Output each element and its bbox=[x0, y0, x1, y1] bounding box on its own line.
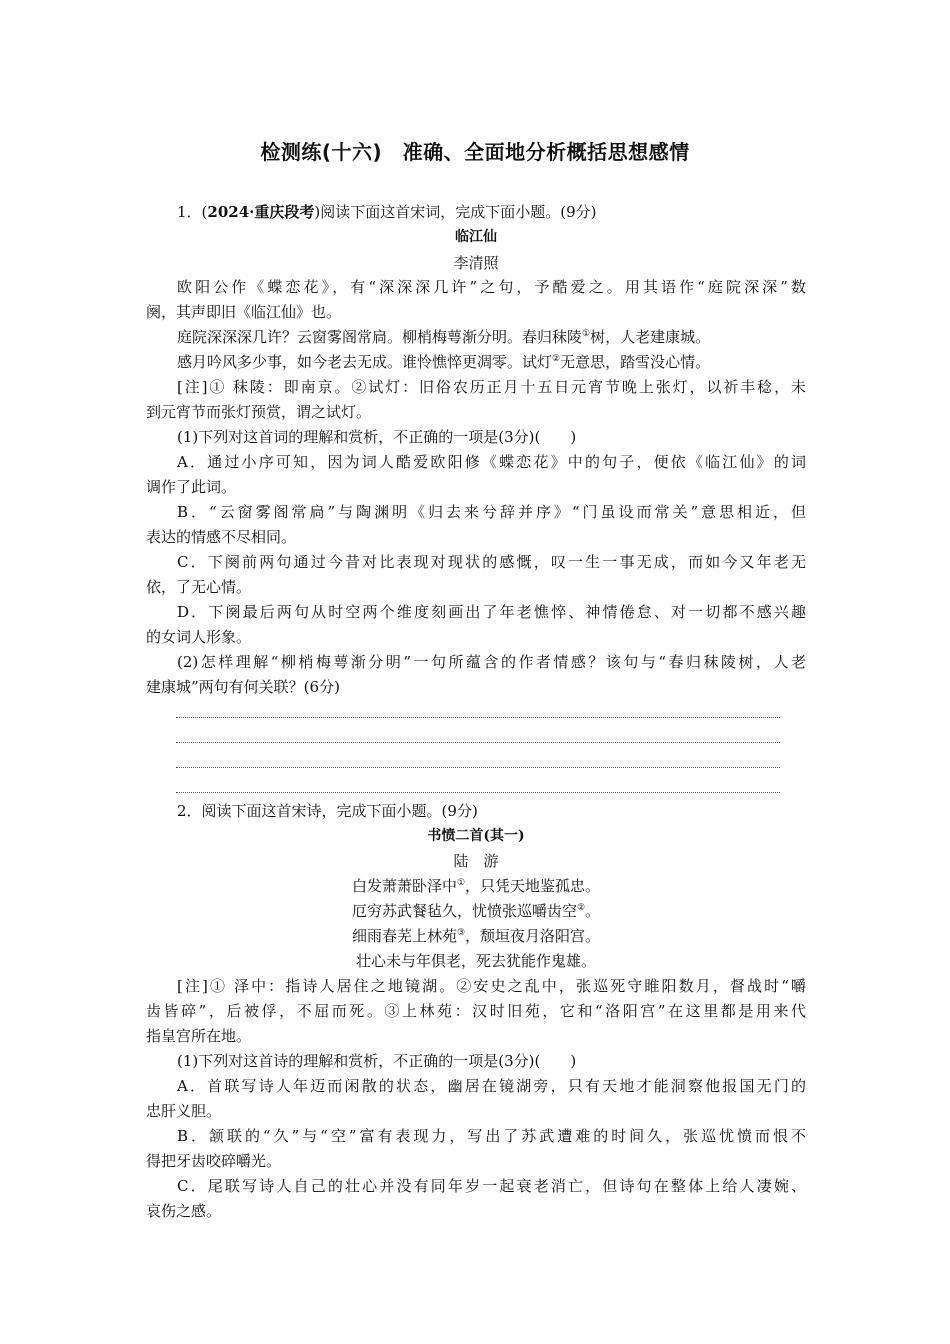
page-title: 检测练(十六) 准确、全面地分析概括思想感情 bbox=[260, 140, 690, 164]
q2-line-2b: 。 bbox=[585, 902, 601, 920]
q1-preface-line2: 阕，其声即旧《临江仙》也。 bbox=[146, 303, 342, 321]
q1-header bbox=[146, 201, 806, 223]
answer-line[interactable] bbox=[176, 767, 780, 768]
q2-line-2a: 厄穷苏武餐毡久，忧愤张巡嚼齿空 bbox=[351, 902, 577, 920]
q1-option-c-line2: 依，了无心情。 bbox=[146, 578, 252, 596]
q2-sub1-stem: (1)下列对这首诗的理解和赏析，不正确的一项是(3分)( ) bbox=[177, 1052, 577, 1070]
q1-verse-2 bbox=[146, 351, 806, 373]
q1-verse-1 bbox=[146, 326, 806, 348]
q1-sub1-stem: (1)下列对这首词的理解和赏析，不正确的一项是(3分)( ) bbox=[177, 428, 577, 446]
footnote-mark: ② bbox=[576, 903, 586, 913]
footnote-mark: ② bbox=[552, 354, 561, 364]
q1-poem-title: 临江仙 bbox=[455, 229, 497, 245]
q2-option-b-line2: 得把牙齿咬碎嚼光。 bbox=[146, 1152, 282, 1170]
q1-option-d-line2: 的女词人形象。 bbox=[146, 628, 252, 646]
answer-line[interactable] bbox=[176, 742, 780, 743]
q2-poem-line-3 bbox=[146, 925, 806, 947]
q1-preface-line1: 欧阳公作《蝶恋花》，有“深深深几许”之句，予酷爱之。用其语作“庭院深深”数 bbox=[177, 278, 806, 296]
q2-poem-line-1 bbox=[146, 875, 806, 897]
answer-line[interactable] bbox=[176, 792, 780, 793]
q1-option-a-line1: A．通过小序可知，因为词人酷爱欧阳修《蝶恋花》中的句子，便依《临江仙》的词 bbox=[177, 453, 806, 471]
q2-header: 2．阅读下面这首宋诗，完成下面小题。(9分) bbox=[177, 802, 478, 820]
q1-header-rest: )阅读下面这首宋词，完成下面小题。(9分) bbox=[314, 203, 597, 221]
footnote-mark: ③ bbox=[456, 928, 466, 938]
q1-verse-1a: 庭院深深深几许？云窗雾阁常扃。柳梢梅萼渐分明。春归秣陵 bbox=[177, 328, 583, 346]
q2-poem-author: 陆 游 bbox=[453, 852, 499, 870]
q2-note-line1: [注]① 泽中：指诗人居住之地镜湖。②安史之乱中，张巡死守睢阳数月，督战时“嚼 bbox=[177, 977, 806, 995]
q2-line-3a: 细雨春芜上林苑 bbox=[351, 927, 457, 945]
q1-verse-2a: 感月吟风多少事，如今老去无成。谁怜憔悴更凋零。试灯 bbox=[177, 353, 553, 371]
q2-option-a-line1: A．首联写诗人年迈而闲散的状态，幽居在镜湖旁，只有天地才能洞察他报国无门的 bbox=[177, 1077, 806, 1095]
q2-line-1b: ，只凭天地鉴孤忠。 bbox=[465, 877, 601, 895]
q2-poem-line-4: 壮心未与年俱老，死去犹能作鬼雄。 bbox=[355, 952, 596, 970]
answer-line[interactable] bbox=[176, 717, 780, 718]
q1-sub2-line2: 建康城”两句有何关联？(6分) bbox=[146, 678, 340, 696]
q2-option-a-line2: 忠肝义胆。 bbox=[146, 1102, 222, 1120]
q2-note-line3: 指皇宫所在地。 bbox=[146, 1027, 252, 1045]
q2-poem-title: 书愤二首(其一) bbox=[427, 828, 525, 844]
footnote-mark: ① bbox=[456, 878, 466, 888]
q1-header-source: 2024·重庆段考 bbox=[207, 203, 315, 221]
q2-line-3b: ，颓垣夜月洛阳宫。 bbox=[465, 927, 601, 945]
q1-poem-author: 李清照 bbox=[453, 254, 499, 272]
q1-option-d-line1: D．下阕最后两句从时空两个维度刻画出了年老憔悴、神情倦怠、对一切都不感兴趣 bbox=[177, 603, 806, 621]
q1-note-line2: 到元宵节而张灯预赏，谓之试灯。 bbox=[146, 403, 372, 421]
q1-option-a-line2: 调作了此词。 bbox=[146, 478, 237, 496]
q2-option-c-line2: 哀伤之感。 bbox=[146, 1202, 222, 1220]
q1-option-c-line1: C．下阕前两句通过今昔对比表现对现状的感慨，叹一生一事无成，而如今又年老无 bbox=[177, 553, 806, 571]
q1-option-b-line1: B．“云窗雾阁常扃”与陶渊明《归去来兮辞并序》“门虽设而常关”意思相近，但 bbox=[177, 503, 806, 521]
q1-note-line1: [注]① 秣陵：即南京。②试灯：旧俗农历正月十五日元宵节晚上张灯，以祈丰稔，未 bbox=[177, 378, 806, 396]
q1-verse-1b: 树，人老建康城。 bbox=[590, 328, 711, 346]
q1-verse-2b: 无意思，踏雪没心情。 bbox=[560, 353, 711, 371]
q2-option-b-line1: B．颔联的“久”与“空”富有表现力，写出了苏武遭难的时间久，张巡忧愤而恨不 bbox=[177, 1127, 806, 1145]
q1-header-num: 1．( bbox=[177, 203, 208, 221]
q1-sub2-line1: (2)怎样理解“柳梢梅萼渐分明”一句所蕴含的作者情感？该句与“春归秣陵树，人老 bbox=[177, 653, 806, 671]
q2-option-c-line1: C．尾联写诗人自己的壮心并没有同年岁一起衰老消亡，但诗句在整体上给人凄婉、 bbox=[177, 1177, 806, 1195]
q1-option-b-line2: 表达的情感不尽相同。 bbox=[146, 528, 297, 546]
footnote-mark: ① bbox=[582, 329, 591, 339]
q2-line-1a: 白发萧萧卧泽中 bbox=[351, 877, 457, 895]
q2-poem-line-2 bbox=[146, 900, 806, 922]
q2-note-line2: 齿皆碎”，后被俘，不屈而死。③上林苑：汉时旧苑，它和“洛阳宫”在这里都是用来代 bbox=[146, 1002, 806, 1020]
